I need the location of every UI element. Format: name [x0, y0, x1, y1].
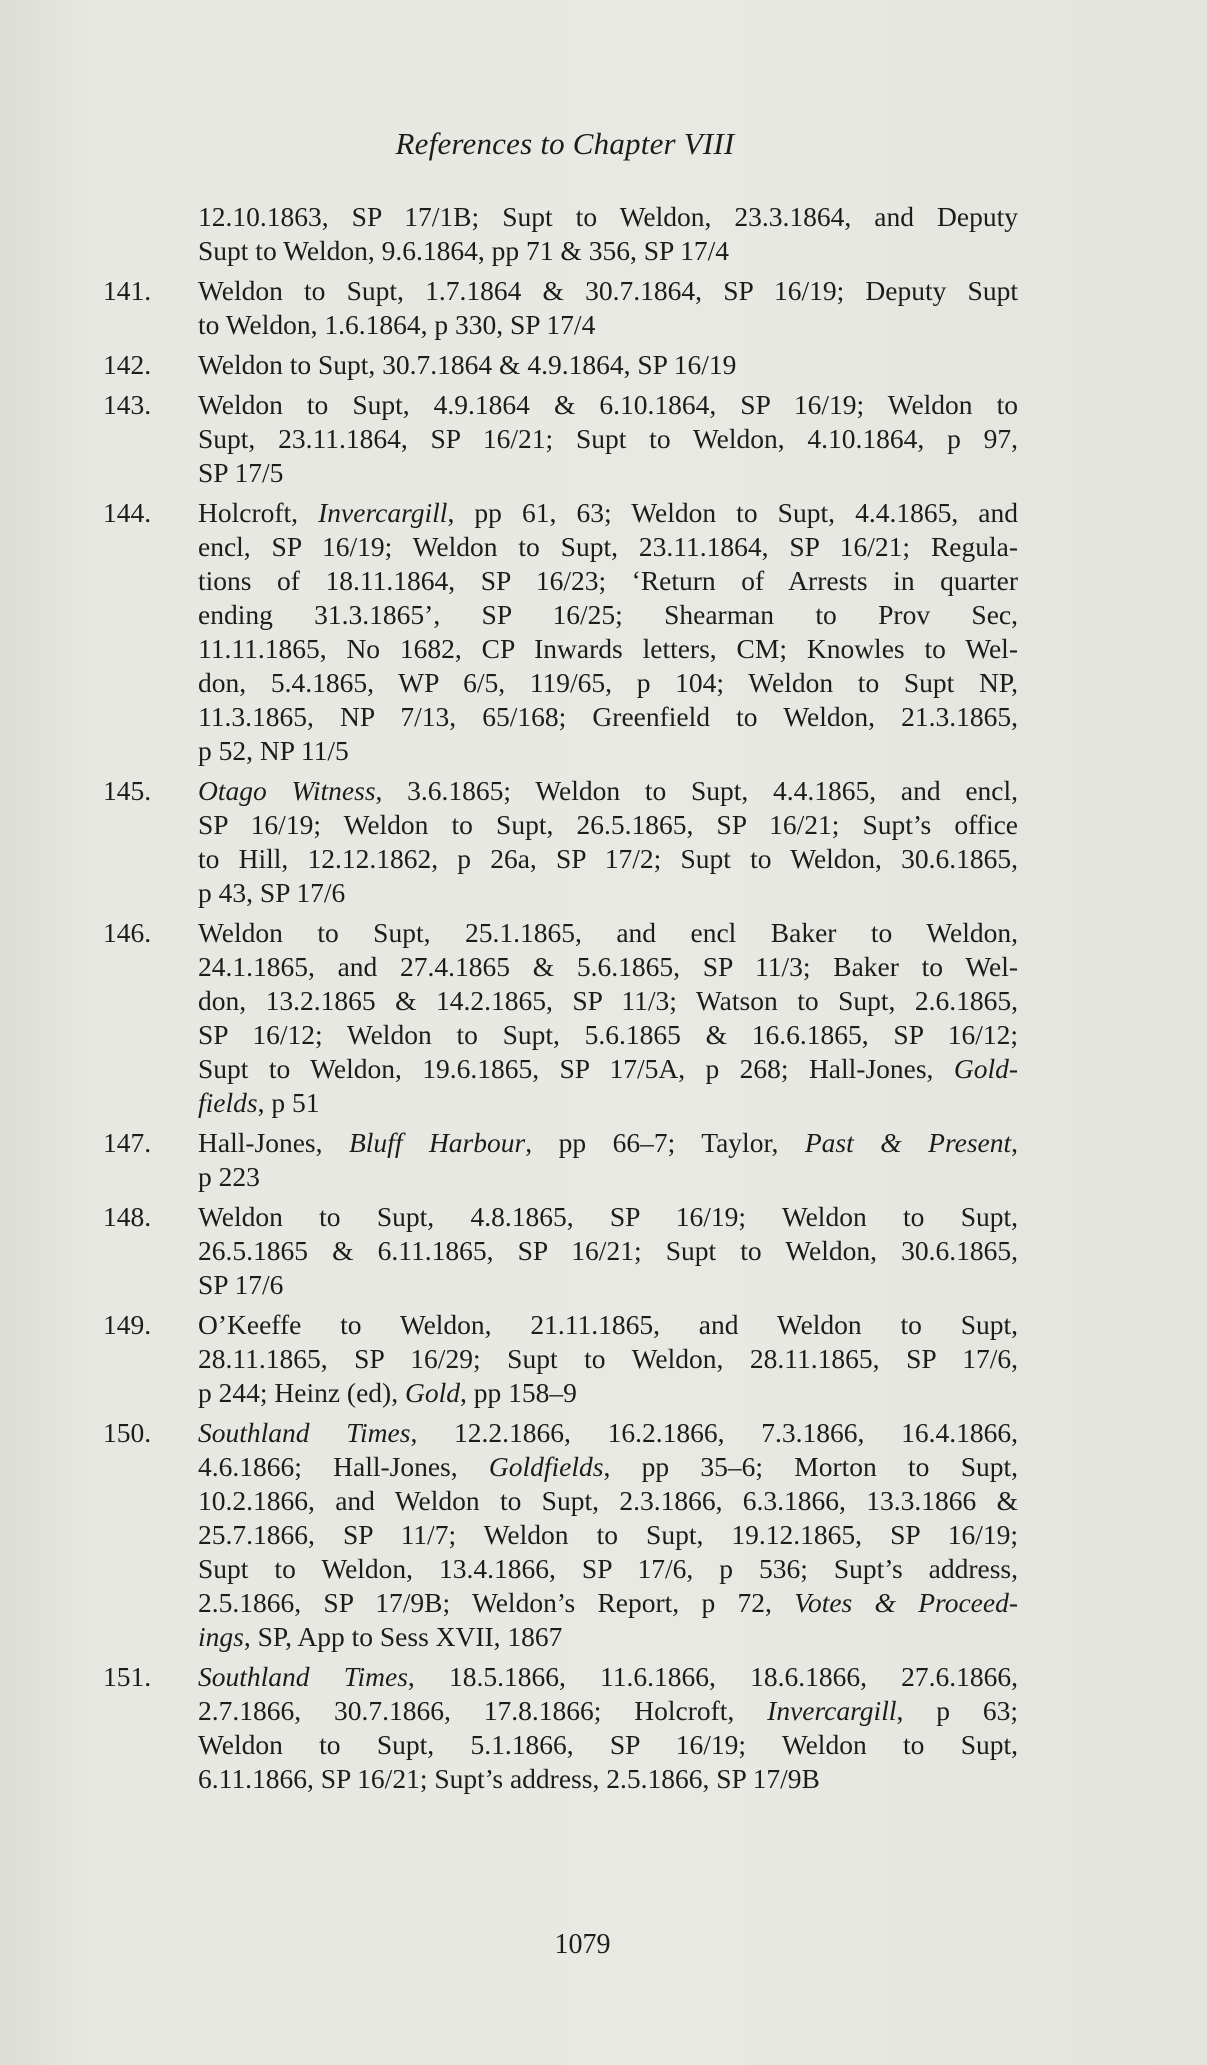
reference-entry — [0, 388, 1207, 490]
reference-line: fields, p 51 — [198, 1087, 320, 1118]
reference-line: Weldon to Supt, 4.9.1864 & 6.10.1864, SP 16/19; Weldon to — [198, 389, 1018, 420]
reference-entry — [0, 774, 1207, 910]
reference-text — [198, 1200, 1018, 1302]
reference-line: SP 16/12; Weldon to Supt, 5.6.1865 & 16.6.1865, SP 16/12; — [198, 1019, 1018, 1050]
reference-list — [0, 200, 1207, 1802]
reference-line: 6.11.1866, SP 16/21; Supt’s address, 2.5.1866, SP 17/9B — [198, 1763, 820, 1794]
reference-line: Hall-Jones, Bluff Harbour, pp 66–7; Taylor, Past & Present, — [198, 1127, 1018, 1158]
reference-line: tions of 18.11.1864, SP 16/23; ‘Return of Arrests in quarter — [198, 565, 1018, 596]
reference-entry — [0, 348, 1207, 382]
reference-line: 25.7.1866, SP 11/7; Weldon to Supt, 19.12.1865, SP 16/19; — [198, 1519, 1018, 1550]
reference-number: 151. — [103, 1661, 152, 1692]
reference-text — [198, 200, 1018, 268]
page-number: 1079 — [554, 1929, 611, 1960]
reference-line: 26.5.1865 & 6.11.1865, SP 16/21; Supt to Weldon, 30.6.1865, — [198, 1235, 1018, 1266]
reference-line: to Hill, 12.12.1862, p 26a, SP 17/2; Supt to Weldon, 30.6.1865, — [198, 843, 1018, 874]
reference-entry — [0, 274, 1207, 342]
reference-line: ending 31.3.1865’, SP 16/25; Shearman to Prov Sec, — [198, 599, 1018, 630]
reference-line: SP 16/19; Weldon to Supt, 26.5.1865, SP 16/21; Supt’s office — [198, 809, 1018, 840]
reference-number: 141. — [103, 275, 152, 306]
reference-entry — [0, 1416, 1207, 1654]
reference-text — [198, 1308, 1018, 1410]
reference-number: 150. — [103, 1417, 152, 1448]
reference-line: Southland Times, 18.5.1866, 11.6.1866, 18.6.1866, 27.6.1866, — [198, 1661, 1018, 1692]
reference-line: Otago Witness, 3.6.1865; Weldon to Supt, 4.4.1865, and encl, — [198, 775, 1019, 806]
reference-number: 148. — [103, 1201, 152, 1232]
reference-line: SP 17/5 — [198, 457, 284, 488]
reference-line: p 223 — [198, 1161, 260, 1192]
reference-line: Supt to Weldon, 9.6.1864, pp 71 & 356, SP 17/4 — [198, 235, 730, 266]
reference-text — [198, 274, 1018, 342]
reference-line: 10.2.1866, and Weldon to Supt, 2.3.1866, 6.3.1866, 13.3.1866 & — [198, 1485, 1018, 1516]
reference-line: Weldon to Supt, 4.8.1865, SP 16/19; Weldon to Supt, — [198, 1201, 1018, 1232]
reference-line: don, 5.4.1865, WP 6/5, 119/65, p 104; Weldon to Supt NP, — [198, 667, 1018, 698]
reference-number: 142. — [103, 349, 152, 380]
reference-line: 2.7.1866, 30.7.1866, 17.8.1866; Holcroft, Invercargill, p 63; — [198, 1695, 1018, 1726]
reference-number: 149. — [103, 1309, 152, 1340]
reference-entry — [0, 200, 1207, 268]
reference-line: SP 17/6 — [198, 1269, 284, 1300]
reference-line: 28.11.1865, SP 16/29; Supt to Weldon, 28.11.1865, SP 17/6, — [198, 1343, 1018, 1374]
reference-line: Southland Times, 12.2.1866, 16.2.1866, 7.3.1866, 16.4.1866, — [198, 1417, 1019, 1448]
reference-line: 4.6.1866; Hall-Jones, Goldfields, pp 35–6; Morton to Supt, — [198, 1451, 1018, 1482]
reference-line: 11.11.1865, No 1682, CP Inwards letters, CM; Knowles to Wel- — [198, 633, 1018, 664]
reference-line: Weldon to Supt, 30.7.1864 & 4.9.1864, SP 16/19 — [198, 349, 737, 380]
reference-line: p 43, SP 17/6 — [198, 877, 346, 908]
reference-number: 146. — [103, 917, 152, 948]
reference-entry — [0, 496, 1207, 768]
reference-line: to Weldon, 1.6.1864, p 330, SP 17/4 — [198, 309, 596, 340]
page-title: References to Chapter VIII — [395, 126, 735, 161]
reference-text — [198, 496, 1018, 768]
reference-number: 144. — [103, 497, 152, 528]
reference-text — [198, 1126, 1018, 1194]
reference-line: 2.5.1866, SP 17/9B; Weldon’s Report, p 72, Votes & Proceed- — [198, 1587, 1018, 1618]
reference-entry — [0, 1126, 1207, 1194]
reference-number: 143. — [103, 389, 152, 420]
reference-number: 147. — [103, 1127, 152, 1158]
reference-text — [198, 774, 1018, 910]
reference-text — [198, 1416, 1018, 1654]
reference-entry — [0, 1308, 1207, 1410]
reference-line: O’Keeffe to Weldon, 21.11.1865, and Weldon to Supt, — [198, 1309, 1018, 1340]
reference-line: 12.10.1863, SP 17/1B; Supt to Weldon, 23.3.1864, and Deputy — [198, 201, 1018, 232]
reference-line: encl, SP 16/19; Weldon to Supt, 23.11.1864, SP 16/21; Regula- — [198, 531, 1018, 562]
reference-line: 11.3.1865, NP 7/13, 65/168; Greenfield to Weldon, 21.3.1865, — [198, 701, 1018, 732]
reference-line: p 244; Heinz (ed), Gold, pp 158–9 — [198, 1377, 577, 1408]
reference-line: Weldon to Supt, 25.1.1865, and encl Baker to Weldon, — [198, 917, 1018, 948]
reference-line: 24.1.1865, and 27.4.1865 & 5.6.1865, SP 11/3; Baker to Wel- — [198, 951, 1018, 982]
reference-line: Weldon to Supt, 1.7.1864 & 30.7.1864, SP 16/19; Deputy Supt — [198, 275, 1018, 306]
reference-line: ings, SP, App to Sess XVII, 1867 — [198, 1621, 563, 1652]
reference-line: don, 13.2.1865 & 14.2.1865, SP 11/3; Watson to Supt, 2.6.1865, — [198, 985, 1018, 1016]
reference-number: 145. — [103, 775, 152, 806]
reference-line: p 52, NP 11/5 — [198, 735, 349, 766]
reference-text — [198, 916, 1018, 1120]
reference-line: Supt, 23.11.1864, SP 16/21; Supt to Weldon, 4.10.1864, p 97, — [198, 423, 1018, 454]
reference-entry — [0, 916, 1207, 1120]
reference-line: Holcroft, Invercargill, pp 61, 63; Weldon to Supt, 4.4.1865, and — [198, 497, 1018, 528]
reference-text — [198, 388, 1018, 490]
reference-line: Supt to Weldon, 13.4.1866, SP 17/6, p 536; Supt’s address, — [198, 1553, 1018, 1584]
reference-text — [198, 348, 1018, 382]
reference-line: Weldon to Supt, 5.1.1866, SP 16/19; Weldon to Supt, — [198, 1729, 1018, 1760]
reference-entry — [0, 1200, 1207, 1302]
reference-text — [198, 1660, 1018, 1796]
reference-entry — [0, 1660, 1207, 1796]
reference-line: Supt to Weldon, 19.6.1865, SP 17/5A, p 268; Hall-Jones, Gold- — [198, 1053, 1018, 1084]
